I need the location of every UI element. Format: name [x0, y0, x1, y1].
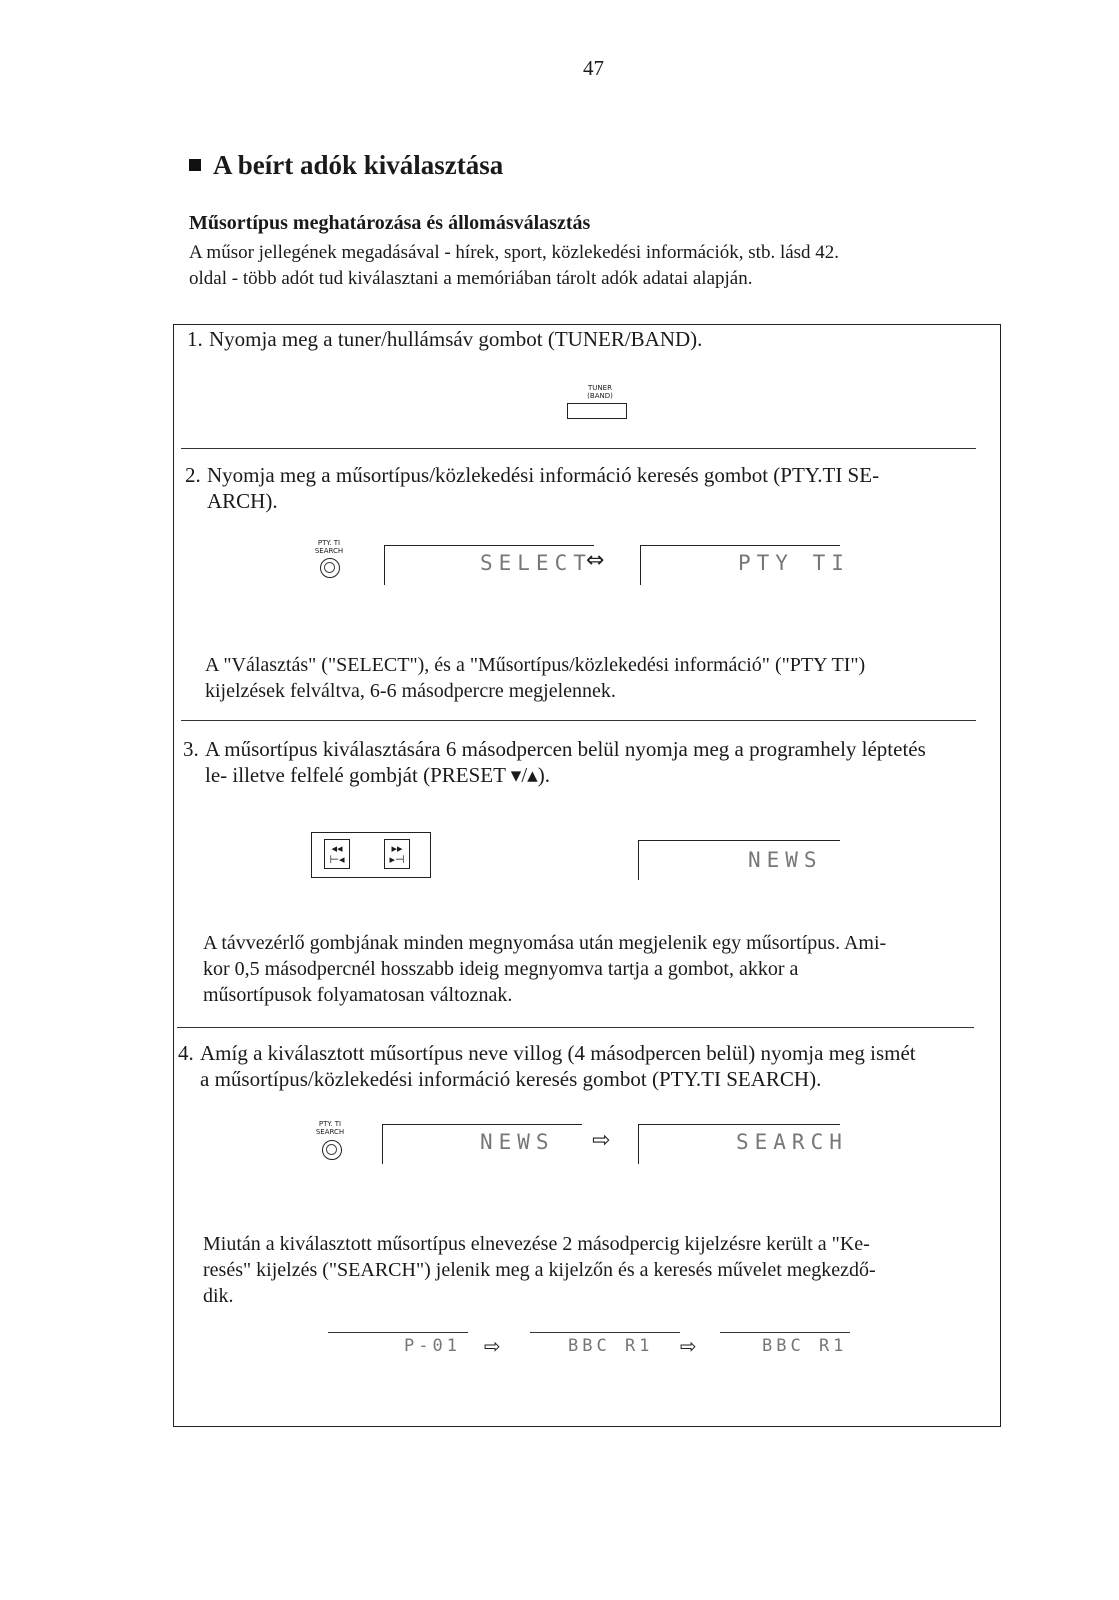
note-line: A "Választás" ("SELECT"), és a "Műsortípus/közlekedési információ" ("PTY TI") — [205, 654, 866, 676]
display-underline — [328, 1332, 468, 1333]
lcd-text-news: NEWS — [480, 1130, 555, 1154]
note-line: dik. — [203, 1285, 234, 1307]
preset-down-button[interactable]: ◂◂ ⊢◂ — [324, 839, 350, 869]
double-arrow-icon: ⇔ — [586, 548, 605, 573]
preset-button-group — [311, 832, 431, 878]
note — [203, 1231, 993, 1309]
lcd-text-seq-3: BBC R1 — [762, 1336, 848, 1356]
step-line-1 — [183, 736, 983, 762]
pty-ti-search-button[interactable] — [322, 1140, 342, 1160]
frame-top-border — [173, 324, 1001, 325]
lcd-text-select: SELECT — [480, 551, 592, 575]
note-line: Miután a kiválasztott műsortípus elnevezése 2 másodpercig kijelzésre került a "Ke- — [203, 1233, 870, 1255]
divider — [177, 1027, 974, 1028]
divider — [181, 448, 976, 449]
step-number: 1. — [187, 327, 203, 351]
page-number: 47 — [583, 56, 604, 80]
step-line-1 — [178, 1040, 978, 1066]
step-line: a műsortípus/közlekedési információ keresés gombot (PTY.TI SEARCH). — [200, 1067, 822, 1091]
display-underline — [530, 1332, 680, 1333]
step-line: le- illetve felfelé gombját (PRESET ▾/▴). — [205, 763, 550, 787]
note — [203, 930, 993, 1008]
step-number: 2. — [185, 463, 201, 487]
step-4 — [178, 1040, 978, 1092]
section-title-text: A beírt adók kiválasztása — [213, 150, 504, 180]
pty-ti-search-button[interactable] — [320, 558, 340, 578]
tuner-band-label — [570, 384, 630, 400]
step-1 — [187, 326, 702, 352]
pty-ti-search-label — [310, 539, 348, 555]
square-bullet-icon — [189, 159, 201, 171]
step-3 — [183, 736, 983, 788]
step-line: Amíg a kiválasztott műsortípus neve villog (4 másodpercen belül) nyomja meg ismét — [200, 1041, 916, 1065]
step-line: Nyomja meg a műsortípus/közlekedési információ keresés gombot (PTY.TI SE- — [207, 463, 880, 487]
pty-ti-search-label — [311, 1120, 349, 1136]
note-line: kor 0,5 másodpercnél hosszabb ideig megnyomva tartja a gombot, akkor a — [203, 958, 799, 980]
step-line: A műsortípus kiválasztására 6 másodpercen belül nyomja meg a programhely léptetés — [205, 737, 926, 761]
step-line: Nyomja meg a tuner/hullámsáv gombot (TUNER/BAND). — [209, 327, 703, 351]
lcd-text-seq-2: BBC R1 — [568, 1336, 654, 1356]
divider — [181, 720, 976, 721]
label-line: PTY. TI — [318, 1120, 342, 1128]
label-line: (BAND) — [587, 392, 613, 400]
label-line: SEARCH — [315, 1128, 345, 1136]
lcd-text-search: SEARCH — [736, 1130, 848, 1154]
label-line: SEARCH — [314, 547, 344, 555]
outline-right-arrow-icon: ⇨ — [484, 1334, 501, 1358]
outline-right-arrow-icon: ⇨ — [592, 1128, 611, 1153]
outline-right-arrow-icon: ⇨ — [680, 1334, 697, 1358]
section-title — [189, 150, 503, 181]
label-line: PTY. TI — [317, 539, 341, 547]
step-number: 3. — [183, 737, 199, 761]
subtitle: Műsortípus meghatározása és állomásválasztás — [189, 212, 591, 234]
step-line: ARCH). — [207, 489, 278, 513]
intro-paragraph — [189, 240, 979, 292]
step-2 — [185, 462, 975, 514]
step-number: 4. — [178, 1041, 194, 1065]
intro-line: oldal - több adót tud kiválasztani a memóriában tárolt adók adatai alapján. — [189, 268, 753, 289]
note — [205, 652, 985, 704]
note-line: kijelzések felváltva, 6-6 másodpercre megjelennek. — [205, 680, 616, 702]
label-line: TUNER — [588, 384, 612, 392]
note-line: resés" kijelzés ("SEARCH") jelenik meg a kijelzőn és a keresés művelet megkezdő- — [203, 1259, 876, 1281]
lcd-text-news: NEWS — [748, 848, 823, 872]
display-underline — [720, 1332, 850, 1333]
lcd-text-pty-ti: PTY TI — [738, 551, 850, 575]
note-line: műsortípusok folyamatosan változnak. — [203, 984, 513, 1006]
step-line-1 — [185, 462, 975, 488]
preset-up-button[interactable]: ▸▸ ▸⊣ — [384, 839, 410, 869]
lcd-text-seq-1: P-01 — [404, 1336, 461, 1356]
note-line: A távvezérlő gombjának minden megnyomása után megjelenik egy műsortípus. Ami- — [203, 932, 887, 954]
tuner-band-button[interactable] — [567, 403, 627, 419]
intro-line: A műsor jellegének megadásával - hírek, sport, közlekedési információk, stb. lásd 42. — [189, 242, 840, 263]
